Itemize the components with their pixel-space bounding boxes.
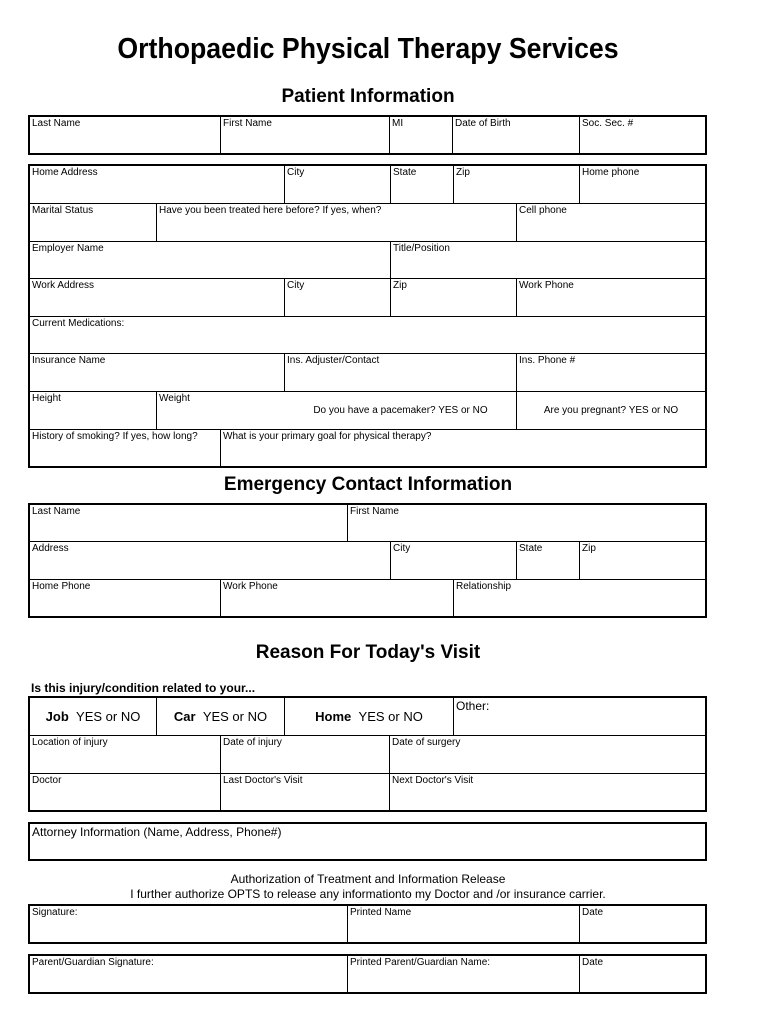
signature-date-field[interactable] (580, 906, 705, 942)
home-city-label: City (287, 167, 305, 178)
height-label: Height (32, 393, 61, 404)
ec-relationship-field[interactable] (454, 580, 705, 616)
ssn-label: Soc. Sec. # (582, 118, 634, 129)
car-option-text (157, 698, 284, 735)
date-of-injury-field[interactable] (221, 736, 390, 774)
ec-home-phone-label: Home Phone (32, 581, 91, 592)
last-name-label: Last Name (32, 118, 81, 129)
patient-info-heading: Patient Information (281, 86, 455, 107)
smoking-history-label: History of smoking? If yes, how long? (32, 431, 198, 442)
reason-for-visit-heading: Reason For Today's Visit (255, 642, 481, 663)
date-of-surgery-field[interactable] (390, 736, 705, 774)
car-option[interactable] (157, 698, 285, 736)
weight-label: Weight (159, 393, 190, 404)
employer-name-field[interactable] (30, 242, 391, 279)
home-yes-no: YES or NO (358, 709, 423, 724)
next-doctor-visit-field[interactable] (390, 774, 705, 810)
marital-status-label: Marital Status (32, 205, 94, 216)
employer-name-label: Employer Name (32, 243, 104, 254)
guardian-signature-label: Parent/Guardian Signature: (32, 957, 154, 968)
authorization-text: I further authorize OPTS to release any informationto my Doctor and /or insurance carrier. (130, 887, 606, 901)
home-zip-field[interactable] (454, 166, 580, 204)
doctor-label: Doctor (32, 775, 62, 786)
treated-before-field[interactable] (157, 204, 517, 242)
title-position-field[interactable] (391, 242, 705, 279)
work-address-field[interactable] (30, 279, 285, 317)
current-medications-label: Current Medications: (32, 318, 125, 329)
home-address-label: Home Address (32, 167, 98, 178)
ins-adjuster-label: Ins. Adjuster/Contact (287, 355, 380, 366)
home-address-field[interactable] (30, 166, 285, 204)
signature-box (28, 904, 707, 944)
printed-guardian-name-label: Printed Parent/Guardian Name: (350, 957, 491, 968)
home-state-field[interactable] (391, 166, 454, 204)
signature-field[interactable] (30, 906, 348, 942)
home-zip-label: Zip (456, 167, 470, 178)
date-of-surgery-label: Date of surgery (392, 737, 461, 748)
page-title: Orthopaedic Physical Therapy Services (117, 33, 619, 65)
home-state-label: State (393, 167, 417, 178)
pacemaker-field[interactable] (285, 392, 517, 430)
work-city-field[interactable] (285, 279, 391, 317)
primary-goal-field[interactable] (221, 430, 705, 466)
injury-related-question: Is this injury/condition related to your... (31, 681, 256, 695)
work-address-label: Work Address (32, 280, 95, 291)
ec-first-name-field[interactable] (348, 505, 705, 542)
last-doctor-visit-field[interactable] (221, 774, 390, 810)
smoking-history-field[interactable] (30, 430, 221, 466)
doctor-field[interactable] (30, 774, 221, 810)
guardian-signature-field[interactable] (30, 956, 348, 992)
guardian-date-field[interactable] (580, 956, 705, 992)
job-yes-no: YES or NO (76, 709, 141, 724)
ec-state-field[interactable] (517, 542, 580, 580)
pregnant-question: Are you pregnant? YES or NO (543, 405, 679, 416)
ec-relationship-label: Relationship (456, 581, 512, 592)
ec-work-phone-field[interactable] (221, 580, 454, 616)
ec-last-name-label: Last Name (32, 506, 81, 517)
marital-status-field[interactable] (30, 204, 157, 242)
date-of-injury-label: Date of injury (223, 737, 282, 748)
ec-address-label: Address (32, 543, 69, 554)
attorney-info-field[interactable] (28, 822, 707, 861)
patient-details-box (28, 164, 707, 468)
printed-guardian-name-field[interactable] (348, 956, 580, 992)
home-phone-field[interactable] (580, 166, 705, 204)
car-label: Car (173, 709, 196, 724)
signature-date-label: Date (582, 907, 604, 918)
home-phone-label: Home phone (582, 167, 640, 178)
patient-name-box (28, 115, 707, 155)
ins-adjuster-field[interactable] (285, 354, 517, 392)
printed-name-label: Printed Name (350, 907, 412, 918)
insurance-name-label: Insurance Name (32, 355, 106, 366)
ec-city-field[interactable] (391, 542, 517, 580)
work-phone-label: Work Phone (519, 280, 574, 291)
job-label: Job (45, 709, 69, 724)
car-yes-no: YES or NO (202, 709, 268, 724)
location-of-injury-label: Location of injury (32, 737, 108, 748)
ec-work-phone-label: Work Phone (223, 581, 278, 592)
last-doctor-visit-label: Last Doctor's Visit (223, 775, 303, 786)
date-of-birth-label: Date of Birth (455, 118, 511, 129)
ins-phone-label: Ins. Phone # (519, 355, 576, 366)
date-of-birth-field[interactable] (453, 117, 580, 153)
ssn-field[interactable] (580, 117, 705, 153)
ec-zip-label: Zip (582, 543, 596, 554)
job-option[interactable] (30, 698, 157, 736)
title-position-label: Title/Position (393, 243, 450, 254)
authorization-title: Authorization of Treatment and Information Release (230, 872, 506, 886)
mi-label: MI (392, 118, 404, 129)
work-zip-label: Zip (393, 280, 407, 291)
attorney-info-label: Attorney Information (Name, Address, Phone#) (32, 825, 282, 839)
printed-name-field[interactable] (348, 906, 580, 942)
ins-phone-field[interactable] (517, 354, 705, 392)
work-zip-field[interactable] (391, 279, 517, 317)
first-name-label: First Name (223, 118, 272, 129)
pacemaker-question: Do you have a pacemaker? YES or NO (313, 405, 488, 416)
cell-phone-field[interactable] (517, 204, 705, 242)
ec-home-phone-field[interactable] (30, 580, 221, 616)
work-city-label: City (287, 280, 305, 291)
cell-phone-label: Cell phone (519, 205, 567, 216)
home-city-field[interactable] (285, 166, 391, 204)
primary-goal-label: What is your primary goal for physical therapy? (223, 431, 432, 442)
pregnant-field[interactable] (517, 392, 705, 430)
mi-field[interactable] (390, 117, 453, 153)
ec-city-label: City (393, 543, 411, 554)
guardian-signature-box (28, 954, 707, 994)
signature-label: Signature: (32, 907, 78, 918)
next-doctor-visit-label: Next Doctor's Visit (392, 775, 474, 786)
emergency-contact-heading: Emergency Contact Information (223, 474, 513, 495)
first-name-field[interactable] (221, 117, 390, 153)
home-option-text (285, 698, 453, 735)
guardian-date-label: Date (582, 957, 604, 968)
other-field[interactable] (454, 698, 705, 736)
ec-address-field[interactable] (30, 542, 391, 580)
ec-last-name-field[interactable] (30, 505, 348, 542)
emergency-contact-box (28, 503, 707, 618)
location-of-injury-field[interactable] (30, 736, 221, 774)
other-label: Other: (456, 699, 490, 713)
current-medications-field[interactable] (30, 317, 705, 354)
ec-zip-field[interactable] (580, 542, 705, 580)
work-phone-field[interactable] (517, 279, 705, 317)
height-field[interactable] (30, 392, 157, 430)
ec-first-name-label: First Name (350, 506, 399, 517)
insurance-name-field[interactable] (30, 354, 285, 392)
home-label: Home (315, 709, 352, 724)
home-option[interactable] (285, 698, 454, 736)
weight-field[interactable] (157, 392, 285, 430)
job-option-text (30, 698, 156, 735)
ec-state-label: State (519, 543, 543, 554)
last-name-field[interactable] (30, 117, 221, 153)
treated-before-label: Have you been treated here before? If yes, when? (159, 205, 382, 216)
injury-related-box (28, 696, 707, 812)
